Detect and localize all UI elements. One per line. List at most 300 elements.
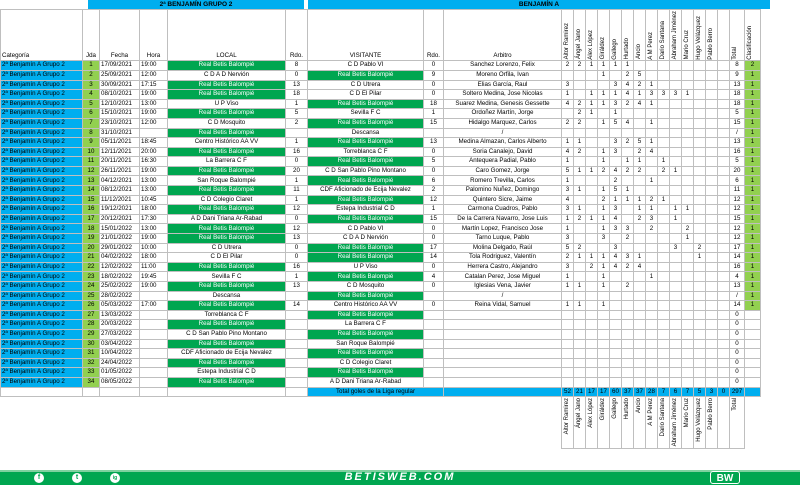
- row-goals: 1: [646, 205, 658, 215]
- row-empty: [718, 358, 730, 368]
- row-goals: 2: [574, 147, 586, 157]
- row-goals: [574, 320, 586, 330]
- row-goals: [706, 329, 718, 339]
- row-goals: 1: [622, 195, 634, 205]
- row-goals: 2: [622, 138, 634, 148]
- row-visitante-team: Real Betis Balompié: [308, 118, 424, 128]
- row-goals: [682, 70, 694, 80]
- row-total: 16: [730, 147, 745, 157]
- row-score-local: 12: [286, 224, 308, 234]
- row-goals: [694, 282, 706, 292]
- row-visitante-team: Real Betis Balompié: [308, 349, 424, 359]
- row-clasificacion: 1: [745, 109, 761, 119]
- row-hora: 13:00: [140, 186, 168, 196]
- site-footer: [0, 470, 800, 485]
- row-goals: [694, 99, 706, 109]
- row-goals: [658, 282, 670, 292]
- row-clasificacion: 1: [745, 118, 761, 128]
- row-goals: [682, 291, 694, 301]
- row-hora: [140, 339, 168, 349]
- row-local-team: Real Betis Balompié: [168, 80, 286, 90]
- row-goals: [670, 234, 682, 244]
- row-score-visitante: [424, 310, 444, 320]
- row-goals: [682, 243, 694, 253]
- row-jornada: 23: [83, 272, 100, 282]
- row-score-visitante: 0: [424, 166, 444, 176]
- row-empty: [718, 128, 730, 138]
- row-goals: [646, 368, 658, 378]
- row-goals: [658, 118, 670, 128]
- row-score-local: 1: [286, 138, 308, 148]
- row-jornada: 29: [83, 329, 100, 339]
- row-score-local: 13: [286, 234, 308, 244]
- player-name: Gallego: [612, 38, 618, 60]
- row-goals: 4: [610, 166, 622, 176]
- row-goals: [634, 310, 646, 320]
- row-score-local: [286, 368, 308, 378]
- table-row: [1, 128, 761, 138]
- row-goals: [682, 329, 694, 339]
- row-goals: 1: [610, 195, 622, 205]
- row-empty: [718, 310, 730, 320]
- row-goals: [646, 349, 658, 359]
- table-row: [1, 339, 761, 349]
- player-name: A M Perez: [648, 31, 654, 60]
- player-name: Dario Santana: [660, 21, 666, 60]
- row-goals: 1: [682, 205, 694, 215]
- row-goals: [694, 118, 706, 128]
- row-score-local: 8: [286, 61, 308, 71]
- row-goals: [562, 339, 574, 349]
- row-visitante-team: Real Betis Balompié: [308, 329, 424, 339]
- row-hora: [140, 128, 168, 138]
- header-row: [1, 10, 761, 61]
- row-score-visitante: 17: [424, 243, 444, 253]
- row-goals: [682, 214, 694, 224]
- row-local-team: Real Betis Balompié: [168, 301, 286, 311]
- row-local-team: Real Betis Balompié: [168, 262, 286, 272]
- row-local-team: A D Dani Triana Ar-Rabad: [168, 214, 286, 224]
- row-goals: [706, 80, 718, 90]
- row-goals: 1: [670, 214, 682, 224]
- row-goals: [586, 329, 598, 339]
- row-goals: 1: [598, 272, 610, 282]
- row-clasificacion: 1: [745, 272, 761, 282]
- summary-grand-total: 297: [730, 387, 745, 397]
- row-goals: [634, 272, 646, 282]
- row-total: 13: [730, 80, 745, 90]
- row-goals: [622, 368, 634, 378]
- row-goals: [706, 157, 718, 167]
- row-goals: [658, 349, 670, 359]
- row-goals: [706, 147, 718, 157]
- row-goals: [646, 243, 658, 253]
- row-visitante-team: Descansa: [308, 128, 424, 138]
- row-goals: [706, 118, 718, 128]
- row-goals: [574, 310, 586, 320]
- row-goals: [706, 195, 718, 205]
- bottom-col-player: [610, 397, 622, 448]
- summary-player-total: 5: [694, 387, 706, 397]
- row-categoria: 2ª Benjamín A Grupo 2: [1, 310, 83, 320]
- row-jornada: 34: [83, 377, 100, 387]
- row-local-team: San Roque Balompié: [168, 176, 286, 186]
- row-goals: [562, 128, 574, 138]
- row-fecha: 10/04/2022: [100, 349, 140, 359]
- row-goals: [610, 301, 622, 311]
- col-player-4: [610, 10, 622, 61]
- row-goals: [646, 70, 658, 80]
- row-goals: [658, 291, 670, 301]
- row-goals: [562, 349, 574, 359]
- col-clasificacion: [745, 10, 761, 61]
- row-local-team: Real Betis Balompié: [168, 109, 286, 119]
- row-score-local: 16: [286, 147, 308, 157]
- row-visitante-team: Real Betis Balompié: [308, 253, 424, 263]
- row-goals: 1: [646, 138, 658, 148]
- row-hora: [140, 349, 168, 359]
- row-fecha: 13/03/2022: [100, 310, 140, 320]
- row-hora: 18:00: [140, 253, 168, 263]
- row-goals: 1: [574, 301, 586, 311]
- facebook-icon[interactable]: f: [34, 473, 44, 483]
- row-score-local: 18: [286, 90, 308, 100]
- row-empty: [718, 118, 730, 128]
- row-goals: 2: [622, 166, 634, 176]
- table-row: [1, 205, 761, 215]
- row-hora: [140, 377, 168, 387]
- row-categoria: 2ª Benjamín A Grupo 2: [1, 80, 83, 90]
- row-goals: 1: [598, 118, 610, 128]
- row-goals: [658, 224, 670, 234]
- row-goals: 1: [586, 214, 598, 224]
- row-jornada: 18: [83, 224, 100, 234]
- bottom-col-player: [622, 397, 634, 448]
- row-goals: [658, 358, 670, 368]
- table-row: [1, 349, 761, 359]
- row-goals: 4: [622, 90, 634, 100]
- bottom-empty: [718, 397, 730, 448]
- row-goals: 1: [682, 234, 694, 244]
- row-arbitro: Medina Almazan, Carlos Alberto: [444, 138, 562, 148]
- row-goals: [634, 186, 646, 196]
- row-goals: [634, 61, 646, 71]
- row-clasificacion: [745, 339, 761, 349]
- summary-player-total: 52: [562, 387, 574, 397]
- row-categoria: 2ª Benjamín A Grupo 2: [1, 99, 83, 109]
- row-visitante-team: Real Betis Balompié: [308, 157, 424, 167]
- row-goals: [658, 147, 670, 157]
- row-goals: [694, 368, 706, 378]
- row-goals: [586, 291, 598, 301]
- row-goals: 1: [598, 282, 610, 292]
- row-goals: [658, 377, 670, 387]
- row-categoria: 2ª Benjamín A Grupo 2: [1, 329, 83, 339]
- row-goals: 4: [634, 262, 646, 272]
- row-fecha: 21/01/2022: [100, 234, 140, 244]
- row-goals: 1: [634, 253, 646, 263]
- row-visitante-team: Real Betis Balompié: [308, 176, 424, 186]
- row-goals: 1: [574, 253, 586, 263]
- row-goals: [706, 262, 718, 272]
- row-goals: 1: [562, 176, 574, 186]
- row-empty: [718, 70, 730, 80]
- row-goals: 5: [634, 70, 646, 80]
- row-total: 0: [730, 329, 745, 339]
- summary-empty: [100, 387, 140, 397]
- row-goals: 1: [586, 61, 598, 71]
- row-total: 15: [730, 214, 745, 224]
- row-goals: [694, 329, 706, 339]
- col-categoria: Categoría: [1, 10, 83, 61]
- row-goals: [634, 128, 646, 138]
- table-row: [1, 253, 761, 263]
- row-score-local: 20: [286, 166, 308, 176]
- row-arbitro: Tola Rodriguez, Valentín: [444, 253, 562, 263]
- row-fecha: 08/05/2022: [100, 377, 140, 387]
- row-total: 18: [730, 90, 745, 100]
- row-hora: [140, 358, 168, 368]
- row-goals: [622, 205, 634, 215]
- row-goals: [670, 377, 682, 387]
- row-fecha: 19/12/2021: [100, 205, 140, 215]
- row-goals: [682, 166, 694, 176]
- row-goals: [646, 282, 658, 292]
- row-score-visitante: 13: [424, 138, 444, 148]
- player-name: Ángel Jano: [576, 29, 582, 60]
- row-goals: 1: [598, 224, 610, 234]
- table-row: [1, 224, 761, 234]
- row-fecha: 05/11/2021: [100, 138, 140, 148]
- summary-label: Total goles de la Liga regular: [308, 387, 444, 397]
- row-clasificacion: 1: [745, 147, 761, 157]
- row-goals: [562, 320, 574, 330]
- row-jornada: 33: [83, 368, 100, 378]
- team-title: BENJAMÍN A: [308, 0, 770, 9]
- row-categoria: 2ª Benjamín A Grupo 2: [1, 176, 83, 186]
- player-name: Abraham Jiménez: [672, 11, 678, 60]
- row-empty: [718, 176, 730, 186]
- row-goals: 1: [682, 90, 694, 100]
- col-player-11: [694, 10, 706, 61]
- table-row: [1, 234, 761, 244]
- row-local-team: C D A D Nervión: [168, 70, 286, 80]
- row-goals: [586, 320, 598, 330]
- row-clasificacion: 1: [745, 301, 761, 311]
- col-player-0: [562, 10, 574, 61]
- row-goals: [586, 243, 598, 253]
- bottom-header-row: [1, 397, 761, 448]
- row-score-visitante: 14: [424, 253, 444, 263]
- row-goals: [598, 109, 610, 119]
- row-goals: [694, 272, 706, 282]
- row-goals: 4: [622, 118, 634, 128]
- row-score-local: 1: [286, 195, 308, 205]
- row-fecha: 29/01/2022: [100, 243, 140, 253]
- row-categoria: 2ª Benjamín A Grupo 2: [1, 138, 83, 148]
- row-visitante-team: Real Betis Balompié: [308, 291, 424, 301]
- row-goals: 3: [562, 262, 574, 272]
- row-goals: [586, 128, 598, 138]
- row-fecha: 17/09/2021: [100, 61, 140, 71]
- row-clasificacion: 1: [745, 224, 761, 234]
- row-jornada: 15: [83, 195, 100, 205]
- row-hora: 20:00: [140, 147, 168, 157]
- row-goals: [706, 339, 718, 349]
- row-goals: [706, 301, 718, 311]
- row-goals: [574, 195, 586, 205]
- row-goals: 3: [610, 99, 622, 109]
- row-jornada: 3: [83, 80, 100, 90]
- row-goals: [658, 109, 670, 119]
- player-name: Mario Cruz: [684, 30, 690, 60]
- row-goals: [610, 310, 622, 320]
- table-row: [1, 99, 761, 109]
- row-goals: [706, 272, 718, 282]
- row-clasificacion: 1: [745, 128, 761, 138]
- row-goals: [658, 320, 670, 330]
- bottom-col-player: [562, 397, 574, 448]
- instagram-icon[interactable]: ig: [110, 473, 120, 483]
- row-goals: [670, 70, 682, 80]
- table-row: [1, 358, 761, 368]
- row-fecha: 15/01/2022: [100, 224, 140, 234]
- row-goals: 2: [622, 99, 634, 109]
- table-row: [1, 243, 761, 253]
- row-visitante-team: C D A D Nervión: [308, 234, 424, 244]
- player-name: Ancio: [636, 398, 642, 414]
- row-arbitro: [444, 349, 562, 359]
- row-total: 0: [730, 358, 745, 368]
- row-goals: [658, 368, 670, 378]
- row-goals: [622, 377, 634, 387]
- row-categoria: 2ª Benjamín A Grupo 2: [1, 61, 83, 71]
- row-clasificacion: 1: [745, 282, 761, 292]
- row-visitante-team: La Barrera C F: [308, 320, 424, 330]
- row-goals: [694, 80, 706, 90]
- row-goals: [694, 310, 706, 320]
- row-goals: [598, 80, 610, 90]
- twitter-icon[interactable]: t: [72, 473, 82, 483]
- row-hora: [140, 368, 168, 378]
- row-goals: [670, 272, 682, 282]
- row-score-visitante: 1: [424, 109, 444, 119]
- row-clasificacion: 1: [745, 262, 761, 272]
- row-goals: [706, 243, 718, 253]
- row-goals: [670, 339, 682, 349]
- row-goals: [610, 272, 622, 282]
- row-score-visitante: 0: [424, 224, 444, 234]
- row-jornada: 10: [83, 147, 100, 157]
- betisweb-logo[interactable]: BETISWEB.COM: [344, 471, 456, 483]
- row-jornada: 1: [83, 61, 100, 71]
- row-jornada: 26: [83, 301, 100, 311]
- col-arbitro: Arbitro: [444, 10, 562, 61]
- row-hora: 19:00: [140, 109, 168, 119]
- row-goals: 2: [574, 118, 586, 128]
- row-categoria: 2ª Benjamín A Grupo 2: [1, 320, 83, 330]
- row-jornada: 28: [83, 320, 100, 330]
- table-row: [1, 186, 761, 196]
- row-goals: 3: [562, 205, 574, 215]
- row-jornada: 12: [83, 166, 100, 176]
- bottom-empty: [1, 397, 83, 448]
- row-score-visitante: 0: [424, 90, 444, 100]
- row-visitante-team: C D San Pablo Pino Montano: [308, 166, 424, 176]
- row-goals: [610, 282, 622, 292]
- row-score-visitante: 0: [424, 80, 444, 90]
- row-goals: [694, 176, 706, 186]
- row-local-team: Real Betis Balompié: [168, 358, 286, 368]
- row-total: /: [730, 128, 745, 138]
- row-visitante-team: A D Dani Triana Ar-Rabad: [308, 377, 424, 387]
- row-visitante-team: Real Betis Balompié: [308, 195, 424, 205]
- row-goals: 4: [646, 147, 658, 157]
- row-goals: [670, 368, 682, 378]
- row-score-local: 1: [286, 176, 308, 186]
- row-goals: [598, 138, 610, 148]
- total-label: Total: [732, 398, 738, 411]
- row-visitante-team: Real Betis Balompié: [308, 243, 424, 253]
- row-goals: [694, 224, 706, 234]
- row-goals: [574, 377, 586, 387]
- bottom-col-player: [586, 397, 598, 448]
- row-total: 5: [730, 157, 745, 167]
- row-categoria: 2ª Benjamín A Grupo 2: [1, 253, 83, 263]
- row-categoria: 2ª Benjamín A Grupo 2: [1, 128, 83, 138]
- row-goals: [706, 253, 718, 263]
- row-goals: [586, 368, 598, 378]
- bottom-col-player: [682, 397, 694, 448]
- row-goals: [670, 128, 682, 138]
- row-score-local: [286, 358, 308, 368]
- row-goals: [694, 186, 706, 196]
- row-goals: [682, 301, 694, 311]
- row-clasificacion: [745, 320, 761, 330]
- row-goals: 5: [610, 118, 622, 128]
- row-jornada: 24: [83, 282, 100, 292]
- row-goals: 2: [682, 224, 694, 234]
- summary-player-total: 37: [634, 387, 646, 397]
- row-goals: [634, 349, 646, 359]
- row-goals: [706, 282, 718, 292]
- row-score-local: 0: [286, 243, 308, 253]
- table-row: [1, 157, 761, 167]
- row-total: 0: [730, 339, 745, 349]
- row-goals: 1: [610, 90, 622, 100]
- row-goals: [682, 377, 694, 387]
- row-goals: [574, 339, 586, 349]
- row-categoria: 2ª Benjamín A Grupo 2: [1, 377, 83, 387]
- row-goals: 4: [634, 99, 646, 109]
- row-arbitro: Palomino Nuñez, Domingo: [444, 186, 562, 196]
- summary-player-total: 21: [574, 387, 586, 397]
- row-fecha: 27/03/2022: [100, 329, 140, 339]
- row-empty: [718, 90, 730, 100]
- row-goals: [562, 70, 574, 80]
- row-goals: 1: [646, 99, 658, 109]
- row-empty: [718, 61, 730, 71]
- row-goals: [706, 224, 718, 234]
- row-empty: [718, 272, 730, 282]
- player-name: Ángel Jano: [576, 398, 582, 429]
- row-goals: [670, 349, 682, 359]
- row-goals: [706, 214, 718, 224]
- row-total: 17: [730, 243, 745, 253]
- row-jornada: 21: [83, 253, 100, 263]
- row-fecha: 20/11/2021: [100, 157, 140, 167]
- row-goals: [622, 339, 634, 349]
